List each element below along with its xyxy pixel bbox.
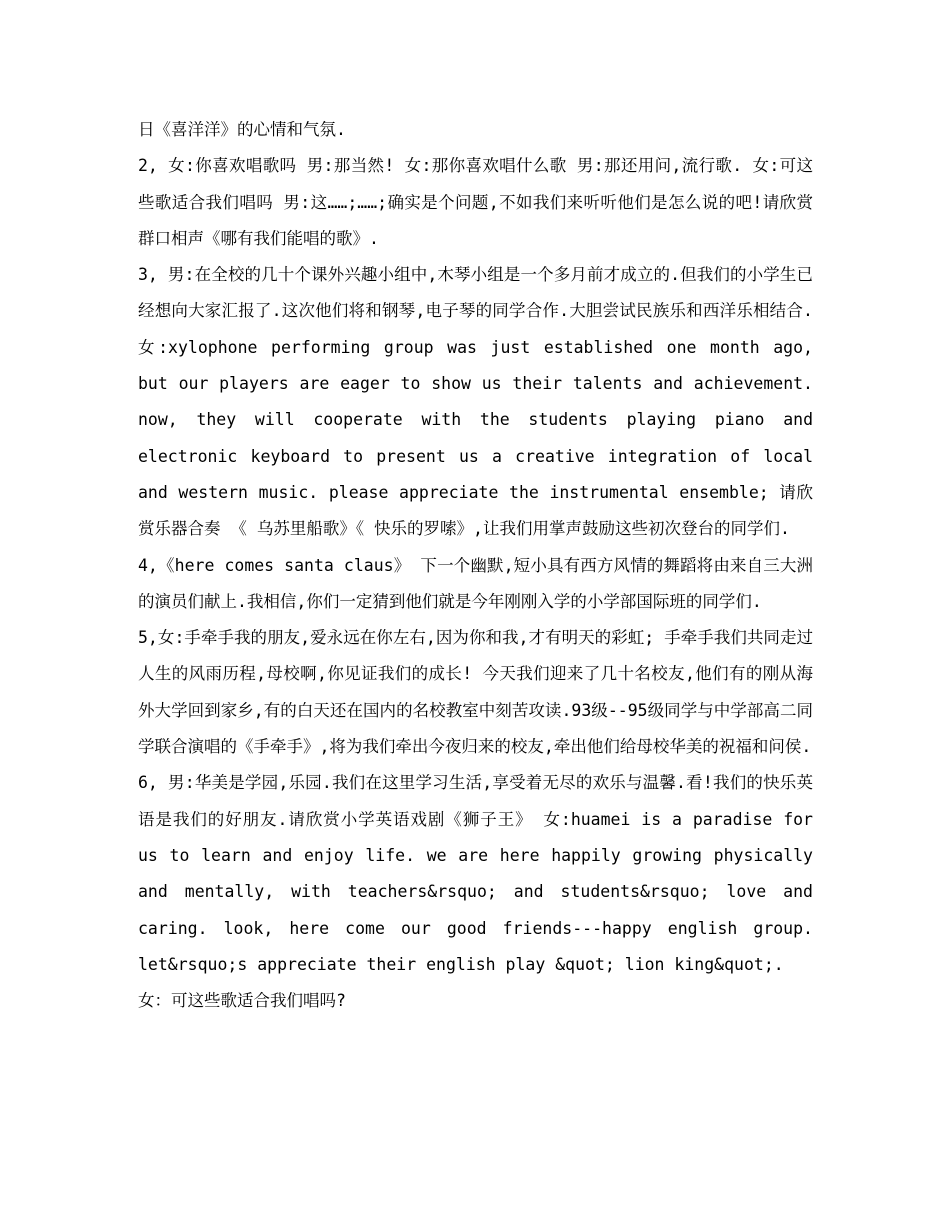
paragraph-intro-tail: 日《喜洋洋》的心情和气氛. (138, 120, 346, 139)
paragraph-item-3: 3, 男:在全校的几十个课外兴趣小组中,木琴小组是一个多月前才成立的.但我们的小学生已经想向大家汇报了.这次他们将和钢琴,电子琴的同学合作.大胆尝试民族乐和西洋乐相结合. 女:xylophone performing group was just established one month ago, but our players are eager to show us their talents and achievement. now, they will cooperate with the students playing piano and electronic keyboard to present us a creative integration of local and western music. please appreciate the instrumental ensemble; 请欣赏乐器合奏 《 乌苏里船歌》《 快乐的罗嗦》,让我们用掌声鼓励这些初次登台的同学们. (138, 265, 813, 539)
paragraph-item-4: 4,《here comes santa claus》 下一个幽默,短小具有西方风情的舞蹈将由来自三大洲的演员们献上.我相信,你们一定猜到他们就是今年刚刚入学的小学部国际班的同学们. (138, 555, 813, 611)
paragraph-closing-line: 女：可这些歌适合我们唱吗? (138, 991, 346, 1011)
document-page (138, 112, 813, 1019)
paragraph-item-2: 2, 女:你喜欢唱歌吗 男:那当然! 女:那你喜欢唱什么歌 男:那还用问,流行歌. 女:可这些歌适合我们唱吗 男:这……;……;确实是个问题,不如我们来听听他们是怎么说的吧!请欣赏群口相声《哪有我们能唱的歌》. (138, 156, 813, 248)
paragraph-item-5: 5,女:手牵手我的朋友,爱永远在你左右,因为你和我,才有明天的彩虹; 手牵手我们共同走过人生的风雨历程,母校啊,你见证我们的成长! 今天我们迎来了几十名校友,他们有的刚从海外大学回到家乡,有的白天还在国内的名校教室中刻苦攻读.93级--95级同学与中学部高二同学联合演唱的《手牵手》,将为我们牵出今夜归来的校友,牵出他们给母校华美的祝福和问侯. (138, 628, 813, 757)
paragraph-item-6: 6, 男:华美是学园,乐园.我们在这里学习生活,享受着无尽的欢乐与温馨.看!我们的快乐英语是我们的好朋友.请欣赏小学英语戏剧《狮子王》 女:huamei is a paradise for us to learn and enjoy life. we are here happily growing physically and mentally, with teachers&rsquo; and students&rsquo; love and caring. look, here come our good friends---happy english group. let&rsquo;s appreciate their english play &quot; lion king&quot;. (138, 773, 813, 974)
